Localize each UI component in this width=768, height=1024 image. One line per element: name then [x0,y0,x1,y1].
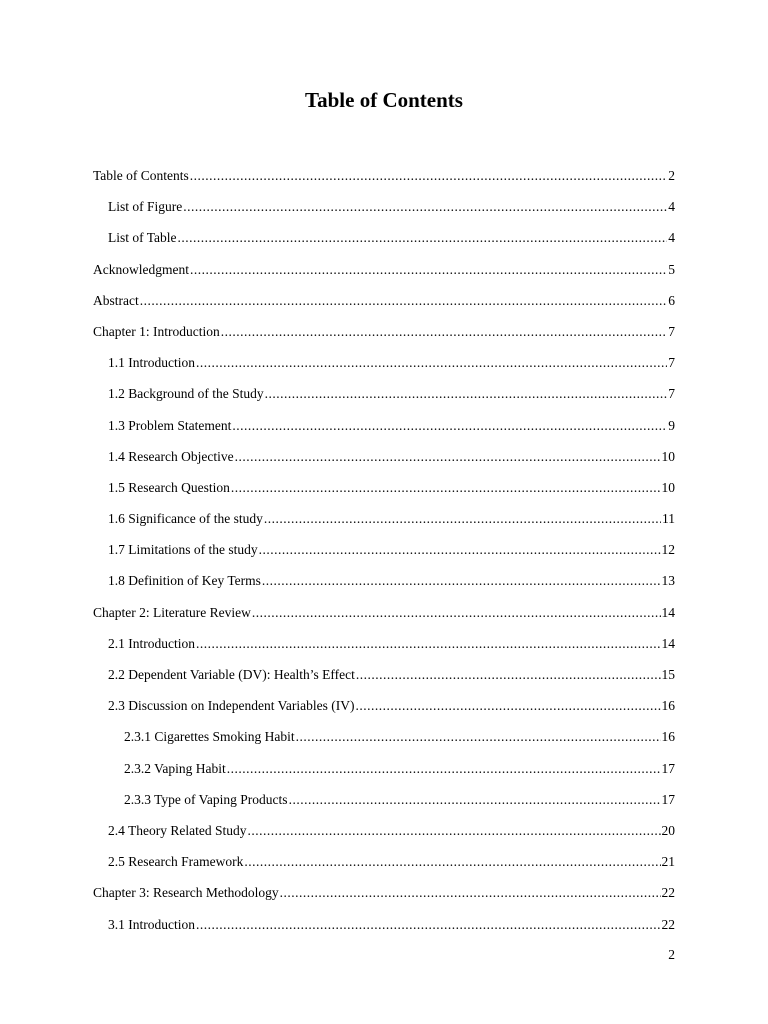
page-number: 2 [668,947,675,962]
toc-entry[interactable] [93,909,675,940]
toc-entry-page: 7 [668,386,675,402]
toc-entry-page: 16 [661,698,675,714]
toc-entry-page: 17 [661,760,675,776]
toc-dot-leader [227,753,661,784]
toc-dot-leader [235,441,661,472]
toc-entry-page: 7 [668,355,675,371]
toc-entry-page: 11 [662,511,675,527]
toc-entry-label: 2.3.2 Vaping Habit [124,760,226,776]
toc-entry[interactable] [93,690,675,721]
toc-entry-label: Table of Contents [93,168,189,183]
toc-entry-label: 2.3.3 Type of Vaping Products [124,791,288,807]
toc-dot-leader [196,628,661,659]
toc-entry[interactable] [93,285,675,316]
toc-entry-label: 1.8 Definition of Key Terms [108,573,261,589]
toc-entry[interactable] [93,503,675,534]
toc-entry[interactable] [93,628,675,659]
toc-dot-leader [232,410,667,441]
toc-entry[interactable] [93,565,675,596]
toc-dot-leader [196,909,661,940]
toc-entry[interactable] [93,721,675,752]
table-of-contents [93,160,675,940]
toc-entry-page: 9 [668,417,675,433]
toc-entry-page: 2 [668,168,675,183]
toc-entry-label: Chapter 2: Literature Review [93,604,251,620]
toc-entry-page: 10 [661,479,675,495]
toc-dot-leader [356,659,661,690]
toc-entry[interactable] [93,659,675,690]
toc-entry[interactable] [93,222,675,253]
toc-entry-page: 13 [661,573,675,589]
toc-entry-label: List of Table [108,230,177,246]
toc-entry[interactable] [93,534,675,565]
toc-entry[interactable] [93,254,675,285]
toc-dot-leader [252,597,661,628]
toc-entry-label: 2.4 Theory Related Study [108,822,247,838]
toc-dot-leader [296,721,661,752]
toc-entry-label: 3.1 Introduction [108,916,195,932]
toc-dot-leader [183,191,667,222]
toc-dot-leader [259,534,661,565]
toc-entry-label: 2.5 Research Framework [108,854,244,870]
toc-entry[interactable] [93,877,675,908]
toc-entry-label: 2.3 Discussion on Independent Variables (IV) [108,698,355,714]
toc-entry-page: 15 [661,667,675,682]
toc-entry-page: 22 [661,916,675,932]
toc-dot-leader [190,160,667,191]
toc-entry-page: 22 [661,885,675,901]
toc-entry-page: 5 [668,261,675,277]
toc-entry-page: 17 [661,791,675,807]
toc-entry-label: 1.1 Introduction [108,355,195,371]
toc-entry-label: Chapter 1: Introduction [93,323,220,339]
toc-dot-leader [221,316,668,347]
toc-entry[interactable] [93,191,675,222]
toc-entry-page: 14 [661,635,675,651]
toc-entry-page: 16 [661,729,675,745]
toc-dot-leader [244,846,660,877]
toc-entry[interactable] [93,597,675,628]
page-title: Table of Contents [305,88,463,112]
toc-dot-leader [178,222,668,253]
toc-entry-label: 1.3 Problem Statement [108,417,232,433]
toc-dot-leader [140,285,668,316]
toc-entry[interactable] [93,378,675,409]
toc-dot-leader [264,503,661,534]
toc-entry-label: Chapter 3: Research Methodology [93,885,279,901]
toc-entry[interactable] [93,846,675,877]
toc-entry-page: 14 [661,604,675,620]
toc-dot-leader [247,815,660,846]
toc-entry-page: 21 [661,854,675,870]
toc-entry[interactable] [93,753,675,784]
toc-entry-label: Abstract [93,292,139,308]
toc-entry-label: List of Figure [108,199,183,215]
toc-entry-label: 1.4 Research Objective [108,448,234,464]
toc-dot-leader [231,472,661,503]
toc-entry-label: Acknowledgment [93,261,189,277]
toc-entry[interactable] [93,347,675,378]
toc-entry[interactable] [93,784,675,815]
toc-entry-page: 10 [661,448,675,464]
toc-dot-leader [265,378,668,409]
toc-entry-label: 1.7 Limitations of the study [108,542,258,558]
toc-entry[interactable] [93,472,675,503]
toc-entry-label: 1.5 Research Question [108,479,230,495]
toc-entry-label: 1.6 Significance of the study [108,511,263,527]
toc-entry-label: 2.2 Dependent Variable (DV): Health’s Effect [108,667,355,682]
toc-dot-leader [280,877,661,908]
toc-entry-page: 7 [668,323,675,339]
toc-dot-leader [355,690,660,721]
toc-entry-label: 2.1 Introduction [108,635,195,651]
toc-entry[interactable] [93,815,675,846]
toc-entry-page: 20 [661,822,675,838]
toc-dot-leader [289,784,661,815]
toc-entry-label: 2.3.1 Cigarettes Smoking Habit [124,729,295,745]
toc-entry-page: 6 [668,292,675,308]
toc-entry[interactable] [93,441,675,472]
toc-entry[interactable] [93,160,675,191]
toc-entry-page: 4 [668,230,675,246]
toc-entry-label: 1.2 Background of the Study [108,386,264,402]
toc-entry[interactable] [93,316,675,347]
toc-entry-page: 4 [668,199,675,215]
toc-dot-leader [190,254,667,285]
toc-dot-leader [262,565,661,596]
toc-entry-page: 12 [661,542,675,558]
toc-dot-leader [196,347,667,378]
toc-entry[interactable] [93,410,675,441]
